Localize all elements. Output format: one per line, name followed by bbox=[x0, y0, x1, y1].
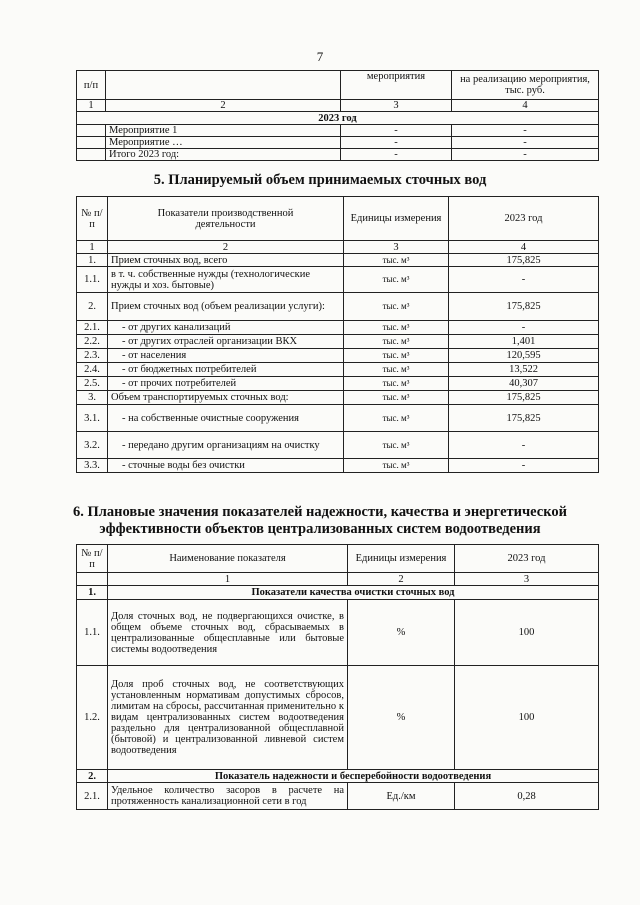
row-num: 3.1. bbox=[77, 405, 108, 432]
row-value: - bbox=[449, 321, 599, 335]
row-unit: тыс. м³ bbox=[344, 335, 449, 349]
table-row bbox=[77, 137, 599, 149]
header-name: Наименование показателя bbox=[108, 545, 348, 573]
row-value: 100 bbox=[455, 600, 599, 666]
row-value: 175,825 bbox=[449, 391, 599, 405]
header-num: № п/п bbox=[77, 545, 108, 573]
table-row bbox=[77, 363, 599, 377]
group-row bbox=[77, 770, 599, 783]
col-number: 3 bbox=[455, 573, 599, 586]
page-number: 7 bbox=[316, 49, 324, 64]
indicators-table bbox=[76, 544, 599, 810]
row-value: - bbox=[449, 459, 599, 473]
numbers-row bbox=[77, 573, 599, 586]
table-header-row bbox=[77, 197, 599, 241]
row-unit: тыс. м³ bbox=[344, 321, 449, 335]
col-number: 2 bbox=[348, 573, 455, 586]
row-value: - bbox=[341, 137, 452, 149]
row-unit: тыс. м³ bbox=[344, 459, 449, 473]
col-number: 1 bbox=[77, 100, 106, 112]
header-num: № п/п bbox=[77, 197, 108, 241]
row-value: - bbox=[341, 149, 452, 161]
col-number: 1 bbox=[108, 573, 348, 586]
row-name: - от населения bbox=[108, 349, 344, 363]
row-name: Прием сточных вод (объем реализации услуги): bbox=[108, 293, 344, 321]
row-unit: % bbox=[348, 600, 455, 666]
year-label: 2023 год bbox=[77, 112, 599, 125]
row-name: - сточные воды без очистки bbox=[108, 459, 344, 473]
row-value: - bbox=[452, 137, 599, 149]
row-num: 3.2. bbox=[77, 432, 108, 459]
row-num: 2.2. bbox=[77, 335, 108, 349]
row-value: 0,28 bbox=[455, 783, 599, 810]
row-num: 1.1. bbox=[77, 267, 108, 293]
header-value: 2023 год bbox=[455, 545, 599, 573]
row-name: Доля сточных вод, не подвергающихся очистке, в общем объеме сточных вод, сбрасываемых в централизованные общесплавные или бытовые системы водоотведения bbox=[108, 600, 348, 666]
header-unit: Единицы измерения bbox=[344, 197, 449, 241]
row-name: - от других канализаций bbox=[108, 321, 344, 335]
table-row bbox=[77, 405, 599, 432]
row-name: Итого 2023 год: bbox=[106, 149, 341, 161]
row-num: 2.5. bbox=[77, 377, 108, 391]
table-row bbox=[77, 377, 599, 391]
table-row bbox=[77, 149, 599, 161]
group-num: 2. bbox=[77, 770, 108, 783]
col-number: 4 bbox=[449, 241, 599, 254]
row-value: - bbox=[449, 267, 599, 293]
row-name: Мероприятие … bbox=[106, 137, 341, 149]
row-unit: тыс. м³ bbox=[344, 405, 449, 432]
table-row bbox=[77, 459, 599, 473]
table-row bbox=[77, 432, 599, 459]
row-num: 3.3. bbox=[77, 459, 108, 473]
section-6-title-line2: эффективности объектов централизованных систем водоотведения bbox=[99, 521, 541, 537]
row-unit: тыс. м³ bbox=[344, 349, 449, 363]
row-num: 2.1. bbox=[77, 783, 108, 810]
col-number: 2 bbox=[108, 241, 344, 254]
table-row bbox=[77, 293, 599, 321]
group-row bbox=[77, 586, 599, 600]
row-value: - bbox=[452, 149, 599, 161]
row-unit: тыс. м³ bbox=[344, 377, 449, 391]
row-unit: тыс. м³ bbox=[344, 267, 449, 293]
row-unit: Ед./км bbox=[348, 783, 455, 810]
header-cost: на реализацию мероприятия, тыс. руб. bbox=[452, 71, 599, 100]
row-num: 1. bbox=[77, 254, 108, 267]
row-value: 175,825 bbox=[449, 405, 599, 432]
row-value: 13,522 bbox=[449, 363, 599, 377]
row-value: 100 bbox=[455, 666, 599, 770]
row-name: - от прочих потребителей bbox=[108, 377, 344, 391]
row-num: 1.1. bbox=[77, 600, 108, 666]
row-num: 3. bbox=[77, 391, 108, 405]
table-row bbox=[77, 349, 599, 363]
group-title: Показатели качества очистки сточных вод bbox=[108, 586, 599, 600]
row-value: - bbox=[341, 125, 452, 137]
col-number: 1 bbox=[77, 241, 108, 254]
table-row bbox=[77, 335, 599, 349]
row-name: Прием сточных вод, всего bbox=[108, 254, 344, 267]
row-name: - от бюджетных потребителей bbox=[108, 363, 344, 377]
table-row bbox=[77, 600, 599, 666]
row-name: Доля проб сточных вод, не соответствующих установленным нормативам допустимых сбросов, лимитам на сбросы, рассчитанная применительно к видам централизованных систем водоотведения раздельно для централизованной общесплавной (бытовой) и централизованной ливневой систем водоотведения bbox=[108, 666, 348, 770]
row-unit: % bbox=[348, 666, 455, 770]
header-unit: Единицы измерения bbox=[348, 545, 455, 573]
row-value: - bbox=[449, 432, 599, 459]
row-value: - bbox=[452, 125, 599, 137]
row-name: Мероприятие 1 bbox=[106, 125, 341, 137]
table-row bbox=[77, 267, 599, 293]
section-5-title: 5. Планируемый объем принимаемых сточных вод bbox=[153, 172, 487, 188]
year-row bbox=[77, 112, 599, 125]
row-num: 2.3. bbox=[77, 349, 108, 363]
section-6-title-line1: 6. Плановые значения показателей надежности, качества и энергетической bbox=[73, 504, 567, 520]
row-unit: тыс. м³ bbox=[344, 391, 449, 405]
header-name: Показатели производственной деятельности bbox=[108, 197, 344, 241]
group-title: Показатель надежности и бесперебойности водоотведения bbox=[108, 770, 599, 783]
row-num: 2.4. bbox=[77, 363, 108, 377]
header-value: 2023 год bbox=[449, 197, 599, 241]
row-name: Удельное количество засоров в расчете на протяженность канализационной сети в год bbox=[108, 783, 348, 810]
header-num: п/п bbox=[77, 71, 106, 100]
table-row bbox=[77, 783, 599, 810]
header-name bbox=[106, 71, 341, 100]
table-row bbox=[77, 391, 599, 405]
table-header-row bbox=[77, 71, 599, 100]
col-number: 4 bbox=[452, 100, 599, 112]
table-row bbox=[77, 321, 599, 335]
table-header-row bbox=[77, 545, 599, 573]
col-number: 3 bbox=[344, 241, 449, 254]
col-number: 2 bbox=[106, 100, 341, 112]
row-name: Объем транспортируемых сточных вод: bbox=[108, 391, 344, 405]
row-value: 175,825 bbox=[449, 254, 599, 267]
row-num: 1.2. bbox=[77, 666, 108, 770]
numbers-row bbox=[77, 241, 599, 254]
row-name: - на собственные очистные сооружения bbox=[108, 405, 344, 432]
row-unit: тыс. м³ bbox=[344, 293, 449, 321]
row-unit: тыс. м³ bbox=[344, 432, 449, 459]
row-unit: тыс. м³ bbox=[344, 363, 449, 377]
row-num: 2.1. bbox=[77, 321, 108, 335]
row-value: 1,401 bbox=[449, 335, 599, 349]
table-row bbox=[77, 125, 599, 137]
row-num: 2. bbox=[77, 293, 108, 321]
row-name: в т. ч. собственные нужды (технологические нужды и хоз. бытовые) bbox=[108, 267, 344, 293]
numbers-row bbox=[77, 100, 599, 112]
row-name: - передано другим организациям на очистку bbox=[108, 432, 344, 459]
row-value: 40,307 bbox=[449, 377, 599, 391]
group-num: 1. bbox=[77, 586, 108, 600]
table-row bbox=[77, 254, 599, 267]
wastewater-volume-table bbox=[76, 196, 599, 473]
table-row bbox=[77, 666, 599, 770]
row-unit: тыс. м³ bbox=[344, 254, 449, 267]
header-measure: мероприятия bbox=[341, 71, 452, 100]
col-number: 3 bbox=[341, 100, 452, 112]
measures-table bbox=[76, 70, 599, 161]
row-name: - от других отраслей организации ВКХ bbox=[108, 335, 344, 349]
row-value: 175,825 bbox=[449, 293, 599, 321]
row-value: 120,595 bbox=[449, 349, 599, 363]
